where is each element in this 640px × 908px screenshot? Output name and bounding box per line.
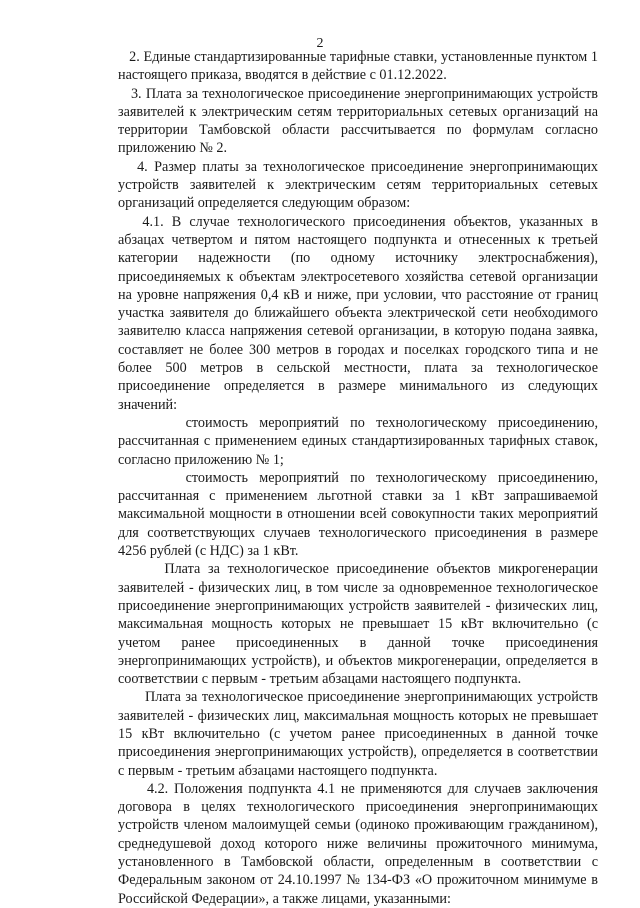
paragraph-3: 3. Плата за технологическое присоединение энергопринимающих устройств заявителей к электрическим сетям территориальных сетевых организаций на территории Тамбовской области рассчитывается по формулам согласно приложению № 2. [118,85,598,157]
paragraph-4: 4. Размер платы за технологическое присоединение энергопринимающих устройств заявителей к электрическим сетям территориальных сетевых организаций определяется следующим образом: [118,158,598,212]
paragraph-2: 2. Единые стандартизированные тарифные ставки, установленные пунктом 1 настоящего приказа, вводятся в действие с 01.12.2022. [118,49,598,84]
paragraph-microgeneration-fee: Плата за технологическое присоединение объектов микрогенерации заявителей - физических лиц, в том числе за одновременное технологическое присоединение энергопринимающих устройств заявителей - физических лиц, максимальная мощность которых не превышает 15 кВт включительно (с учетом ранее присоединенных в данной точке присоединения энергопринимающих устройств), и объектов микрогенерации, определяется в соответствии с первым - третьим абзацами настоящего подпункта. [118,561,598,688]
paragraph-4-2: 4.2. Положения подпункта 4.1 не применяются для случаев заключения договора в целях технологического присоединения энергопринимающих устройств членом малоимущей семьи (одиноко проживающим гражданином), среднедушевой доход которого ниже величины прожиточного минимума, установленного в Тамбовской области, определенным в соответствии с Федеральным законом от 24.10.1997 № 134-ФЗ «О прожиточном минимуме в Российской Федерации», а также лицами, указанными: [118,780,598,907]
paragraph-4-1: 4.1. В случае технологического присоединения объектов, указанных в абзацах четвертом и пятом настоящего подпункта и отнесенных к третьей категории надежности (по одному источнику электроснабжения), присоединяемых к объектам электросетевого хозяйства сетевой организации на уровне напряжения 0,4 кВ и ниже, при условии, что расстояние от границ участка заявителя до ближайшего объекта электрической сети необходимого заявителю класса напряжения сетевой организации, в которую подана заявка, составляет не более 300 метров в городах и поселках городского типа и не более 500 метров в сельской местности, плата за технологическое присоединение определяется в размере минимального из следующих значений: [118,213,598,413]
paragraph-cost-standard-rates: стоимость мероприятий по технологическому присоединению, рассчитанная с применением единых стандартизированных тарифных ставок, согласно приложению № 1; [118,414,598,468]
page-number: 2 [316,36,324,51]
document-body [118,48,598,908]
paragraph-individuals-fee: Плата за технологическое присоединение энергопринимающих устройств заявителей - физических лиц, максимальная мощность которых не превышает 15 кВт включительно (с учетом ранее присоединенных в данной точке присоединения энергопринимающих устройств), определяется в соответствии с первым - третьим абзацами настоящего подпункта. [118,689,598,779]
paragraph-cost-preferential-rate: стоимость мероприятий по технологическому присоединению, рассчитанная с применением льготной ставки за 1 кВт запрашиваемой максимальной мощности в отношении всей совокупности таких мероприятий для соответствующих случаев технологического присоединения в размере 4256 рублей (с НДС) за 1 кВт. [118,469,598,560]
